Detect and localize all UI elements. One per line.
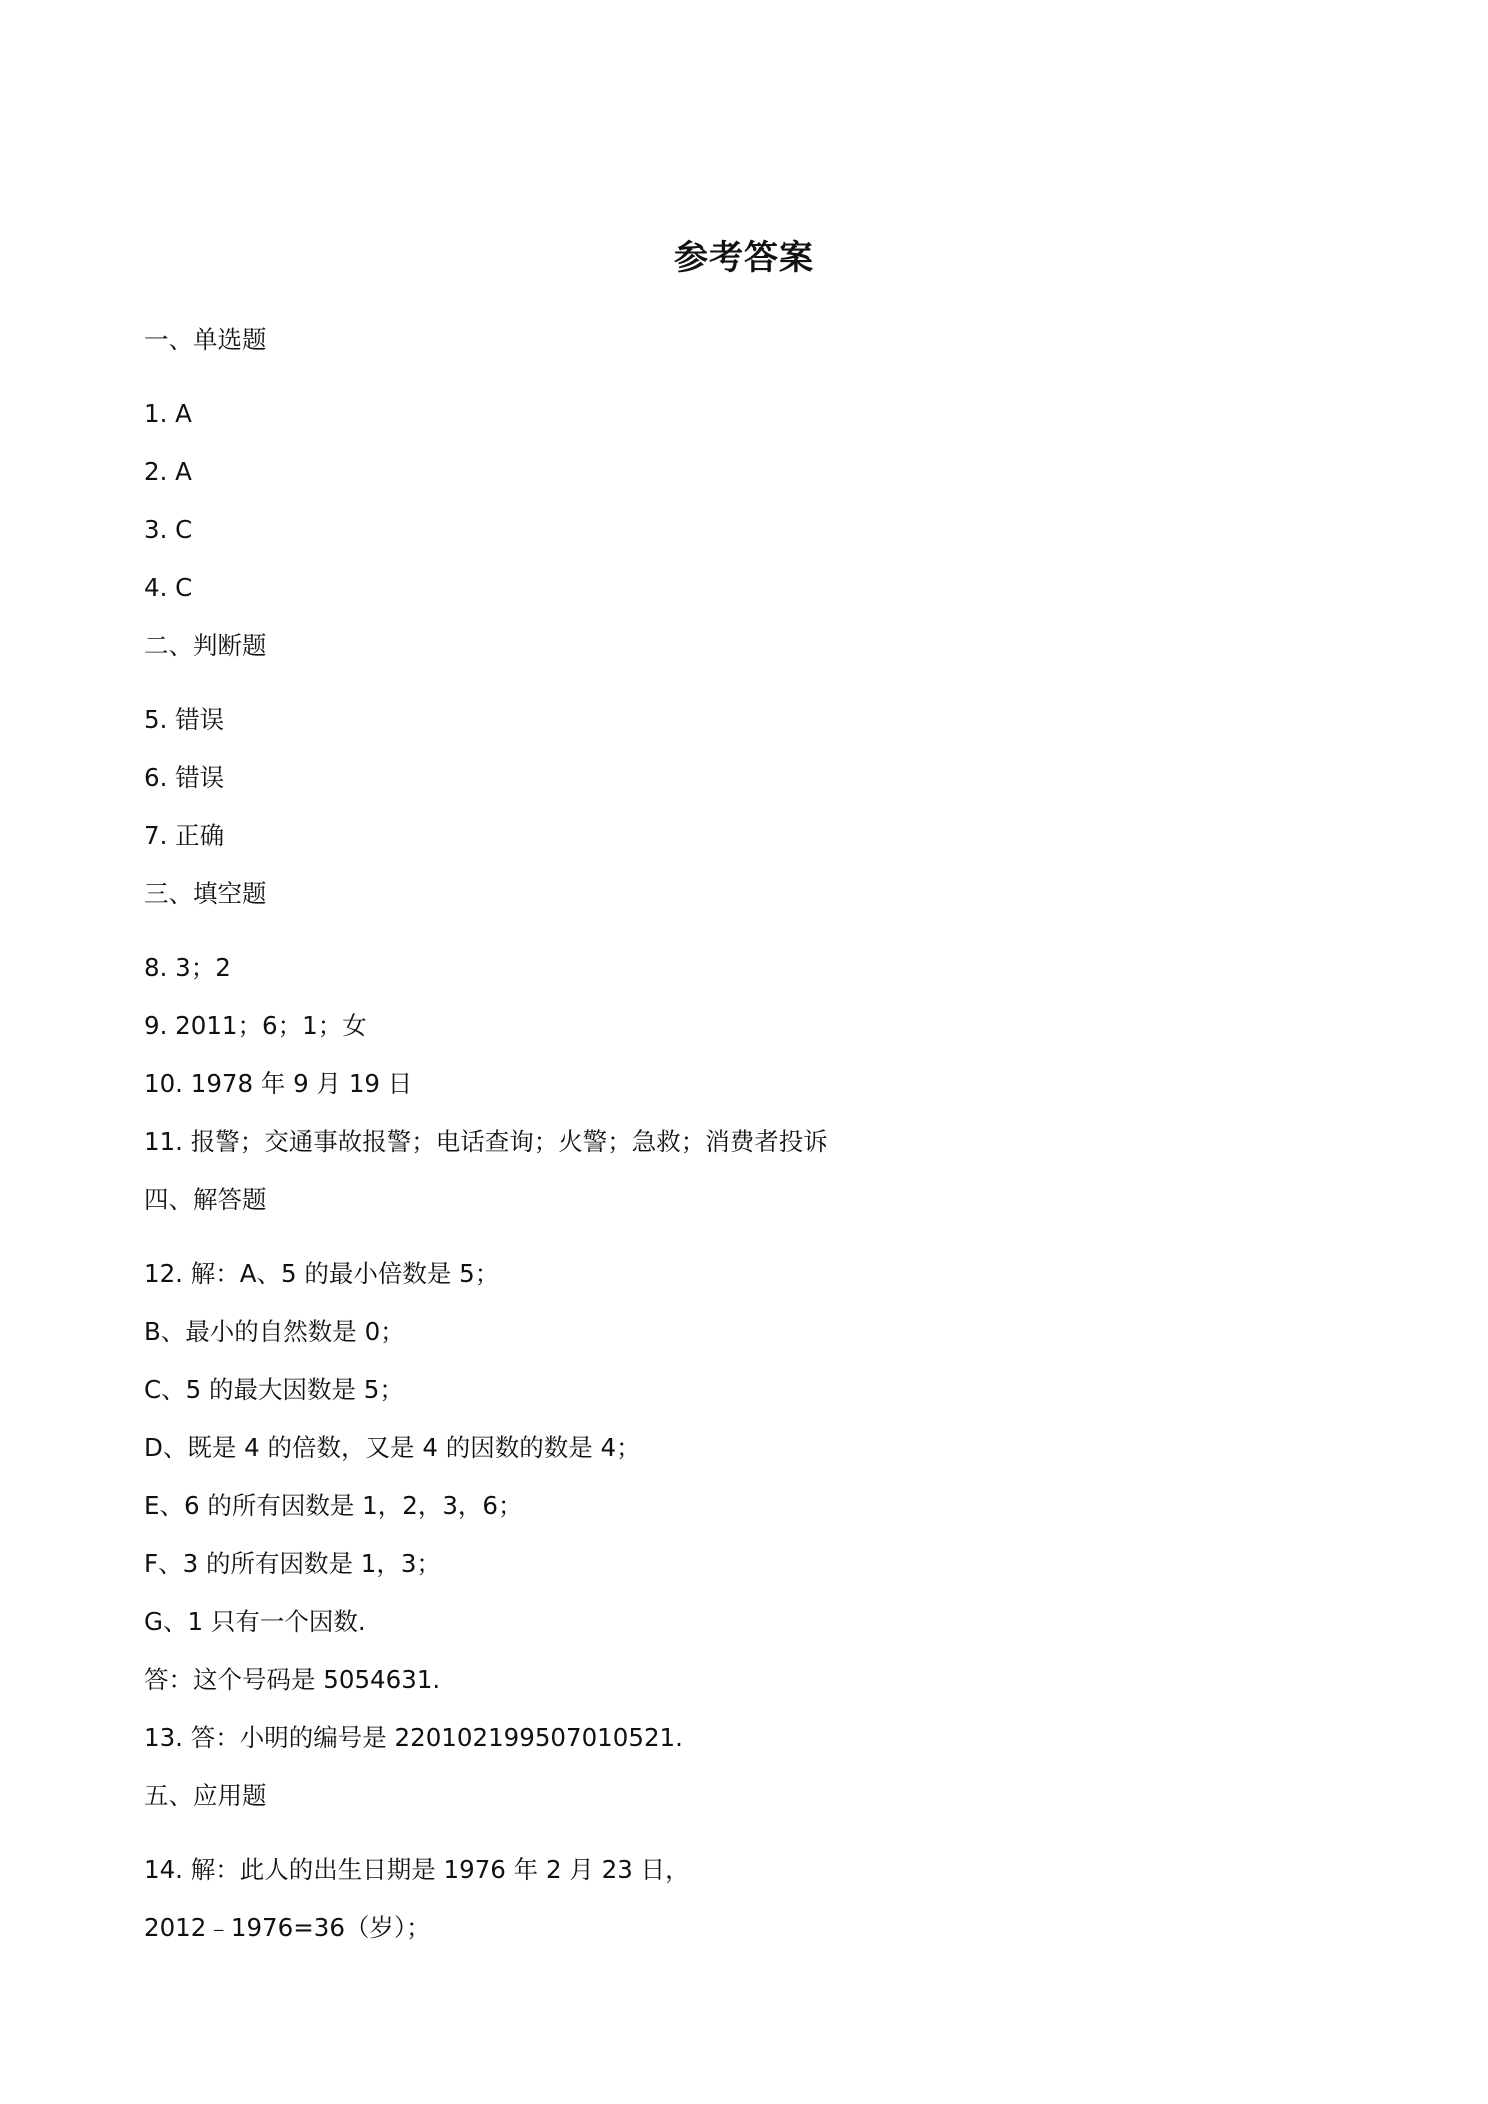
- answer-line: 4. C: [144, 573, 193, 602]
- answer-line: 5. 错误: [144, 705, 225, 734]
- answer-line: 答：这个号码是 5054631.: [144, 1665, 441, 1694]
- page-title: 参考答案: [674, 238, 814, 278]
- answer-line: 10. 1978 年 9 月 19 日: [144, 1069, 413, 1098]
- answer-line: 11. 报警；交通事故报警；电话查询；火警；急救；消费者投诉: [144, 1127, 828, 1156]
- answer-line: B、最小的自然数是 0；: [144, 1317, 405, 1346]
- answer-line: 9. 2011；6；1；女: [144, 1011, 367, 1040]
- answer-line: 1. A: [144, 399, 192, 428]
- answer-line: 2. A: [144, 457, 192, 486]
- section-heading-fill-blank: 三、填空题: [144, 879, 267, 908]
- answer-line: 3. C: [144, 515, 193, 544]
- section-heading-true-false: 二、判断题: [144, 631, 267, 660]
- section-heading-single-choice: 一、单选题: [144, 325, 267, 354]
- answer-line: E、6 的所有因数是 1，2，3，6；: [144, 1491, 523, 1520]
- answer-line: 13. 答：小明的编号是 220102199507010521.: [144, 1723, 683, 1752]
- answer-line: 8. 3；2: [144, 953, 231, 982]
- answer-line: 14. 解：此人的出生日期是 1976 年 2 月 23 日，: [144, 1855, 690, 1884]
- answer-line: 6. 错误: [144, 763, 225, 792]
- answer-line: D、既是 4 的倍数，又是 4 的因数的数是 4；: [144, 1433, 641, 1462]
- answer-line: G、1 只有一个因数.: [144, 1607, 366, 1636]
- section-heading-solve: 四、解答题: [144, 1185, 267, 1214]
- answer-line: 7. 正确: [144, 821, 225, 850]
- answer-line: 12. 解：A、5 的最小倍数是 5；: [144, 1259, 500, 1288]
- section-heading-application: 五、应用题: [144, 1781, 267, 1810]
- answer-line: C、5 的最大因数是 5；: [144, 1375, 404, 1404]
- answer-line: 2012﹣1976=36（岁）；: [144, 1913, 431, 1942]
- answer-line: F、3 的所有因数是 1，3；: [144, 1549, 441, 1578]
